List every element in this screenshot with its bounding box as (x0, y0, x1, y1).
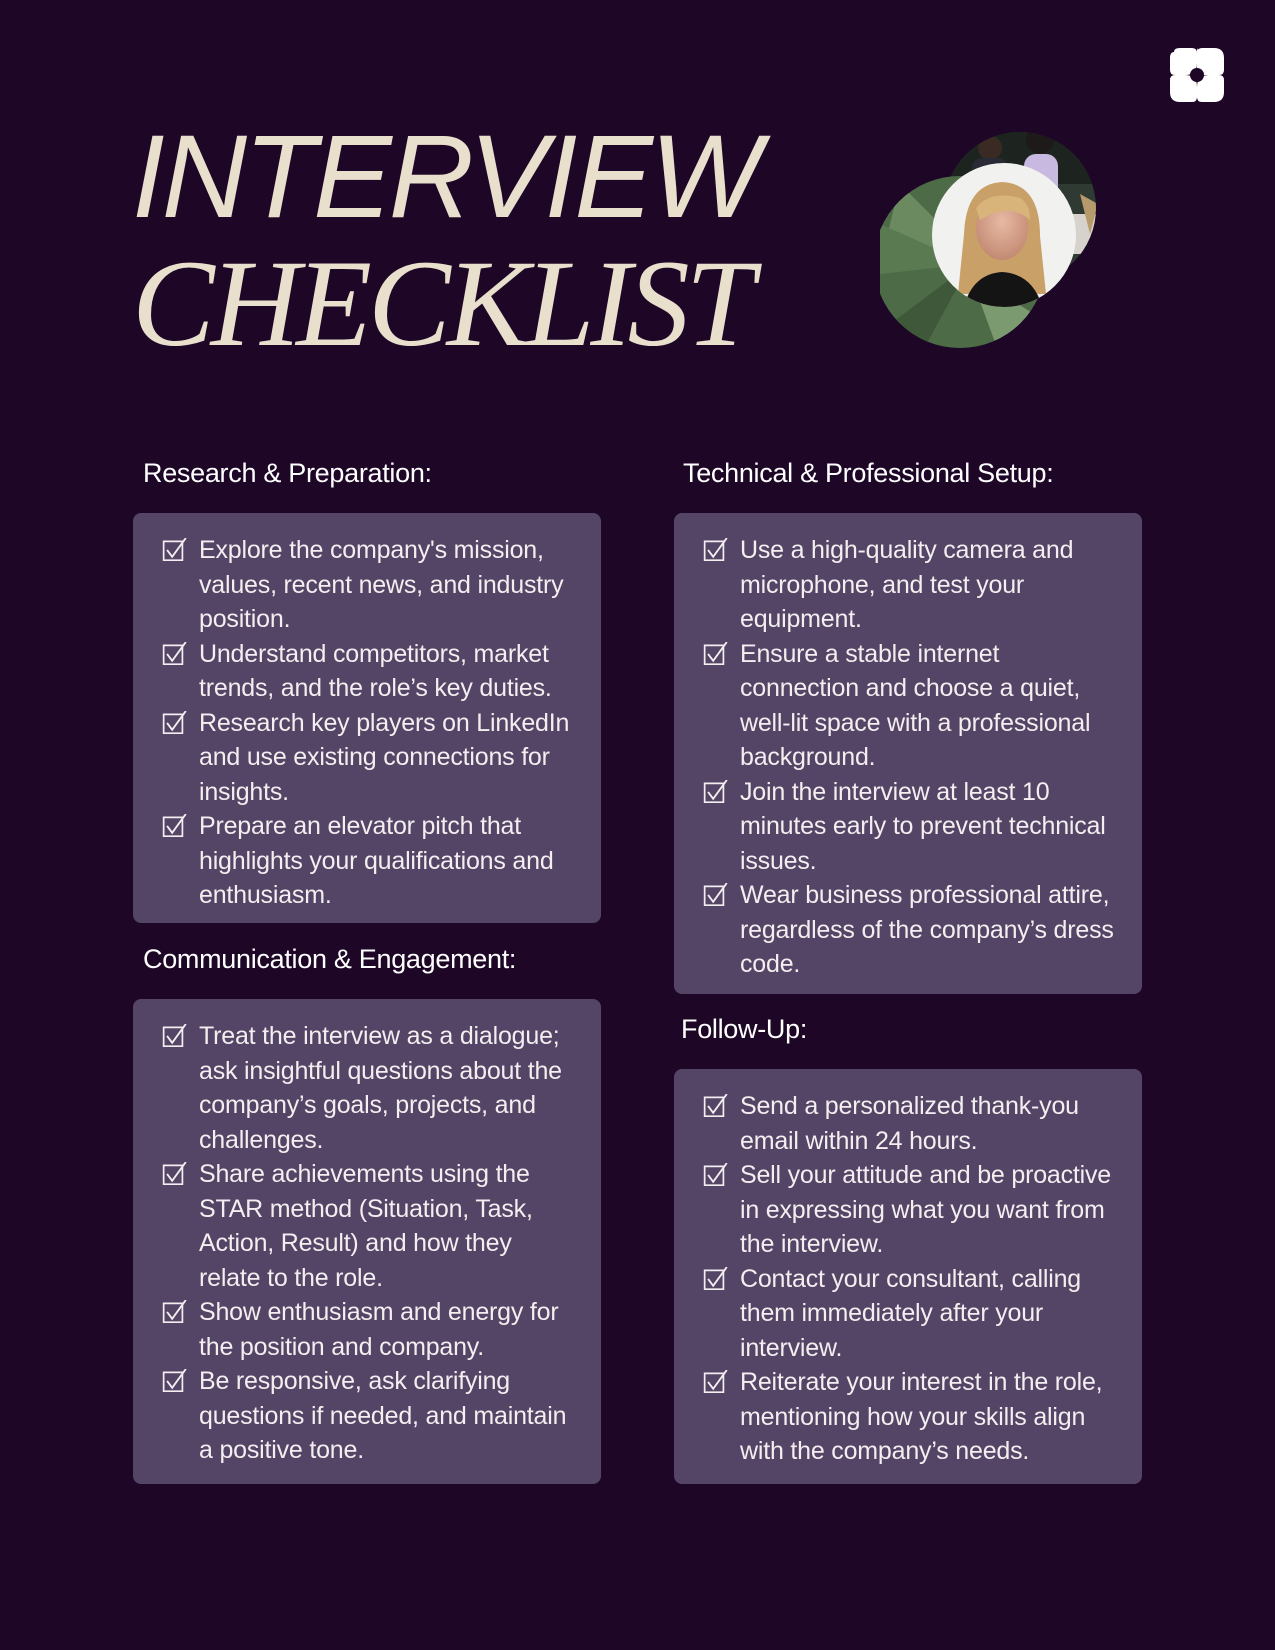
checklist-item: Research key players on LinkedIn and use existing connections for insights. (159, 706, 577, 810)
checkbox-checked-icon (700, 1262, 740, 1296)
section-heading-followup: Follow-Up: (681, 1014, 808, 1044)
followup-card (674, 1069, 1142, 1484)
checklist-item: Sell your attitude and be proactive in expressing what you want from the interview. (700, 1158, 1118, 1262)
section-heading-communication: Communication & Engagement: (143, 944, 517, 974)
research-card (133, 513, 601, 923)
checklist-item: Treat the interview as a dialogue; ask insightful questions about the company’s goals, projects, and challenges. (159, 1019, 577, 1157)
section-heading-research: Research & Preparation: (143, 458, 432, 488)
checklist-item: Understand competitors, market trends, and the role’s key duties. (159, 637, 577, 706)
checkbox-checked-icon (159, 809, 199, 843)
checkbox-checked-icon (700, 637, 740, 671)
section-heading-technical: Technical & Professional Setup: (683, 458, 1054, 488)
checklist-item: Use a high-quality camera and microphone, and test your equipment. (700, 533, 1118, 637)
checkbox-checked-icon (159, 706, 199, 740)
page-title (132, 111, 759, 372)
checkbox-checked-icon (700, 1089, 740, 1123)
checkbox-checked-icon (700, 1365, 740, 1399)
title-line-2: CHECKLIST (132, 235, 751, 372)
checklist-item: Reiterate your interest in the role, mentioning how your skills align with the company’s needs. (700, 1365, 1118, 1469)
communication-card (133, 999, 601, 1484)
checkbox-checked-icon (159, 637, 199, 671)
title-line-1: INTERVIEW (132, 111, 759, 243)
checklist-item: Send a personalized thank-you email within 24 hours. (700, 1089, 1118, 1158)
checklist-item: Show enthusiasm and energy for the position and company. (159, 1295, 577, 1364)
checklist-item: Be responsive, ask clarifying questions if needed, and maintain a positive tone. (159, 1364, 577, 1468)
checklist-item: Explore the company's mission, values, recent news, and industry position. (159, 533, 577, 637)
checkbox-checked-icon (700, 775, 740, 809)
photo-collage (880, 124, 1112, 356)
checklist-item: Ensure a stable internet connection and choose a quiet, well-lit space with a professional background. (700, 637, 1118, 775)
checkbox-checked-icon (159, 1364, 199, 1398)
checklist-item: Contact your consultant, calling them immediately after your interview. (700, 1262, 1118, 1366)
checkbox-checked-icon (159, 1295, 199, 1329)
checkbox-checked-icon (700, 1158, 740, 1192)
checkbox-checked-icon (159, 1019, 199, 1053)
checklist-item: Wear business professional attire, regardless of the company’s dress code. (700, 878, 1118, 982)
checklist-item: Share achievements using the STAR method (Situation, Task, Action, Result) and how they relate to the role. (159, 1157, 577, 1295)
checkbox-checked-icon (159, 1157, 199, 1191)
checkbox-checked-icon (159, 533, 199, 567)
checkbox-checked-icon (700, 533, 740, 567)
checklist-item: Prepare an elevator pitch that highlights your qualifications and enthusiasm. (159, 809, 577, 913)
technical-card (674, 513, 1142, 994)
checklist-item: Join the interview at least 10 minutes early to prevent technical issues. (700, 775, 1118, 879)
checkbox-checked-icon (700, 878, 740, 912)
four-petal-star-logo-icon (1170, 48, 1224, 102)
